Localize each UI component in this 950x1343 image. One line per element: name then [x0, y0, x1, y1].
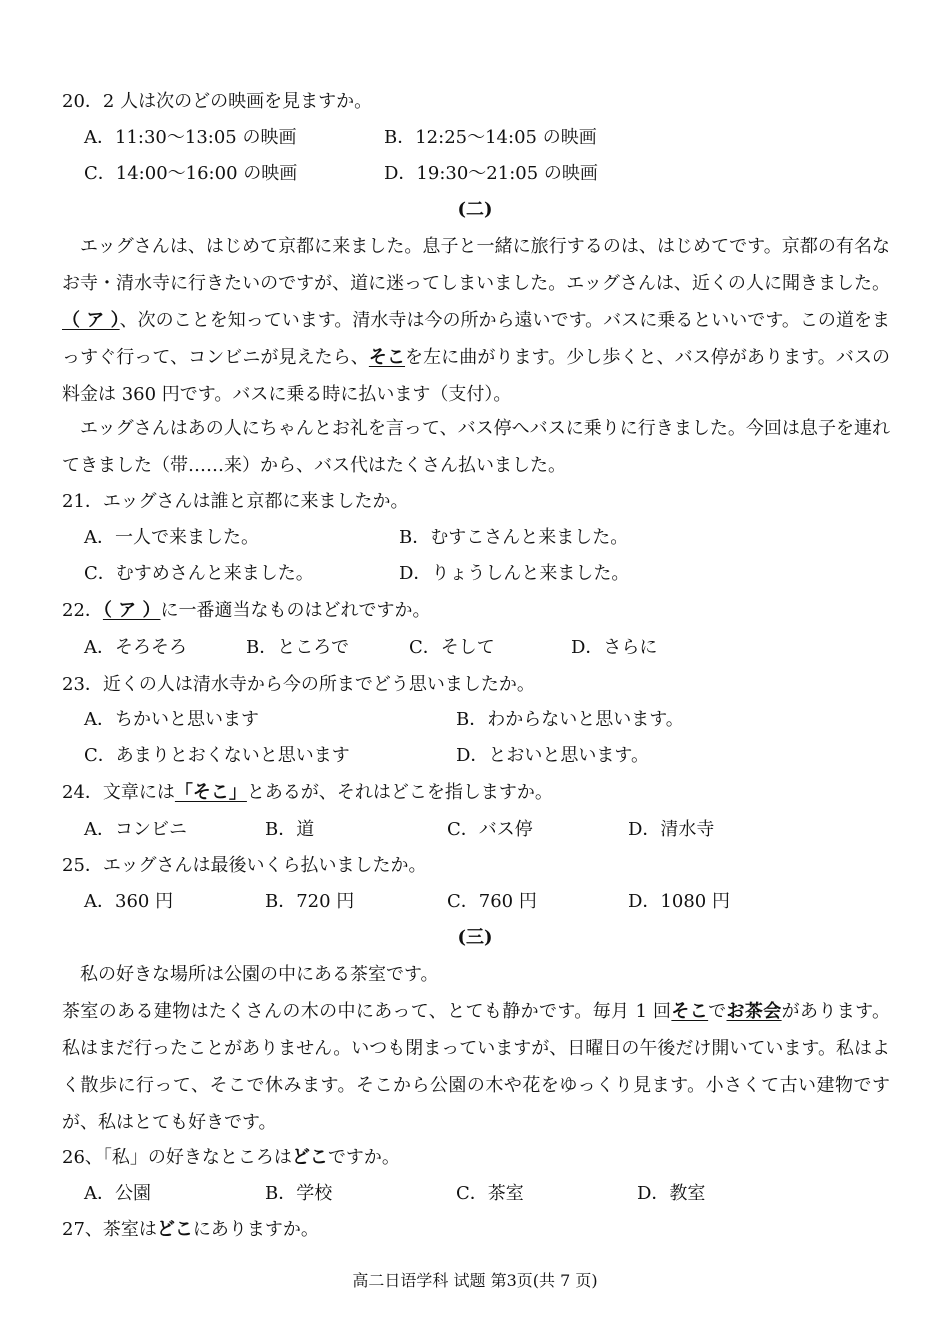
q24-prefix: 24．文章には [62, 782, 175, 803]
q25-option-b: B．720 円 [265, 891, 355, 912]
section3-p2-text-b: があります。私はまだ行ったことがありません。いつも閉まっていますが、日曜日の午後だけ開いています。私はよく散歩に行って、そこで休みます。そこから公園の木や花をゆっくり見ます。小さくて古い建物ですが、私はとても好きです。 [62, 1001, 891, 1133]
q24-question [62, 781, 553, 805]
section2-soko: そこ [368, 347, 406, 368]
q24-option-c: C．バス停 [447, 819, 533, 840]
section2-p1-text-b: 、次のことを知っています。清水寺は今の所から遠いです。バスに乗るといいです。この道をまっすぐ行って、コンビニが見えたら、 [62, 310, 890, 368]
q22-option-d: D．さらに [571, 637, 658, 658]
q20-question: 20．2 人は次のどの映画を見ますか。 [62, 91, 373, 112]
q21-option-b: B．むすこさんと来ました。 [399, 527, 629, 548]
q22-option-c: C．そして [409, 637, 495, 658]
section3-p2-text-a: 茶室のある建物はたくさんの木の中にあって、とても静かです。毎月 1 回 [62, 1001, 672, 1022]
q24-option-a: A．コンビニ [84, 819, 187, 840]
q26-option-b: B．学校 [265, 1183, 333, 1204]
q20-option-a: A．11:30～13:05 の映画 [84, 127, 297, 148]
q27-bold: どこ [156, 1219, 193, 1240]
q24-option-b: B．道 [265, 819, 315, 840]
section3-heading: (三) [457, 927, 493, 948]
q26-question [62, 1146, 400, 1170]
q21-option-d: D．りょうしんと来ました。 [399, 563, 630, 584]
q23-question: 23．近くの人は清水寺から今の所までどう思いましたか。 [62, 674, 535, 695]
q20-option-b: B．12:25～14:05 の映画 [384, 127, 597, 148]
q22-question [62, 599, 430, 623]
section2-p1-text-c: を左に曲がります。少し歩くと、バス停があります。バスの料金は 360 円です。バスに乗る時に払います（支付）。 [62, 347, 891, 405]
q27-suffix: にありますか。 [192, 1219, 319, 1240]
section2-blank-a: （ ア ） [62, 310, 120, 331]
q20-option-c: C．14:00～16:00 の映画 [84, 163, 298, 184]
q23-option-b: B．わからないと思います。 [456, 709, 684, 730]
q22-number: 22． [62, 600, 103, 621]
section3-ochakai: お茶会 [726, 1001, 782, 1022]
section2-paragraph-2: エッグさんはあの人にちゃんとお礼を言って、バス停へバスに乗りに行きました。今回は息子を連れてきました（带……来）から、バス代はたくさん払いました。 [62, 418, 890, 476]
section3-paragraph-2 [62, 993, 890, 1141]
q25-option-a: A．360 円 [84, 891, 174, 912]
section2-p1-text-a: エッグさんは、はじめて京都に来ました。息子と一緒に旅行するのは、はじめてです。京都の有名なお寺・清水寺に行きたいのですが、道に迷ってしまいました。エッグさんは、近くの人に聞きました。 [62, 236, 890, 294]
q23-option-c: C．あまりとおくないと思います [84, 745, 350, 766]
q25-question: 25．エッグさんは最後いくら払いましたか。 [62, 855, 427, 876]
q22-option-b: B．ところで [246, 637, 350, 658]
q26-suffix: ですか。 [327, 1147, 400, 1168]
q23-option-a: A．ちかいと思います [84, 709, 259, 730]
q20-option-d: D．19:30～21:05 の映画 [384, 163, 598, 184]
q22-blank-a: （ ア ） [102, 600, 161, 621]
section2-paragraph-1 [62, 228, 890, 413]
q21-option-c: C．むすめさんと来ました。 [84, 563, 314, 584]
q27-question [62, 1218, 319, 1242]
q22-option-a: A．そろそろ [84, 637, 187, 658]
q26-prefix: 26、「私」の好きなところは [62, 1147, 292, 1168]
q26-option-d: D．教室 [637, 1183, 706, 1204]
q26-option-a: A．公園 [84, 1183, 151, 1204]
q24-suffix: とあるが、それはどこを指しますか。 [246, 782, 553, 803]
q23-option-d: D．とおいと思います。 [456, 745, 649, 766]
q24-quote: 「そこ」 [174, 782, 247, 803]
q24-option-d: D．清水寺 [628, 819, 715, 840]
q21-question: 21．エッグさんは誰と京都に来ましたか。 [62, 491, 409, 512]
q25-option-d: D．1080 円 [628, 891, 730, 912]
page-footer: 高二日语学科 试题 第3页(共 7 页) [352, 1271, 598, 1290]
q21-option-a: A．一人で来ました。 [84, 527, 259, 548]
q27-prefix: 27、茶室は [62, 1219, 157, 1240]
q26-option-c: C．茶室 [456, 1183, 524, 1204]
section2-heading: (二) [457, 199, 493, 220]
q26-bold: どこ [291, 1147, 328, 1168]
section3-soko: そこ [671, 1001, 709, 1022]
q25-option-c: C．760 円 [447, 891, 537, 912]
section3-p2-de: で [708, 1001, 727, 1022]
section3-paragraph-1: 私の好きな場所は公園の中にある茶室です。 [80, 964, 439, 985]
q22-text: に一番適当なものはどれですか。 [160, 600, 431, 621]
